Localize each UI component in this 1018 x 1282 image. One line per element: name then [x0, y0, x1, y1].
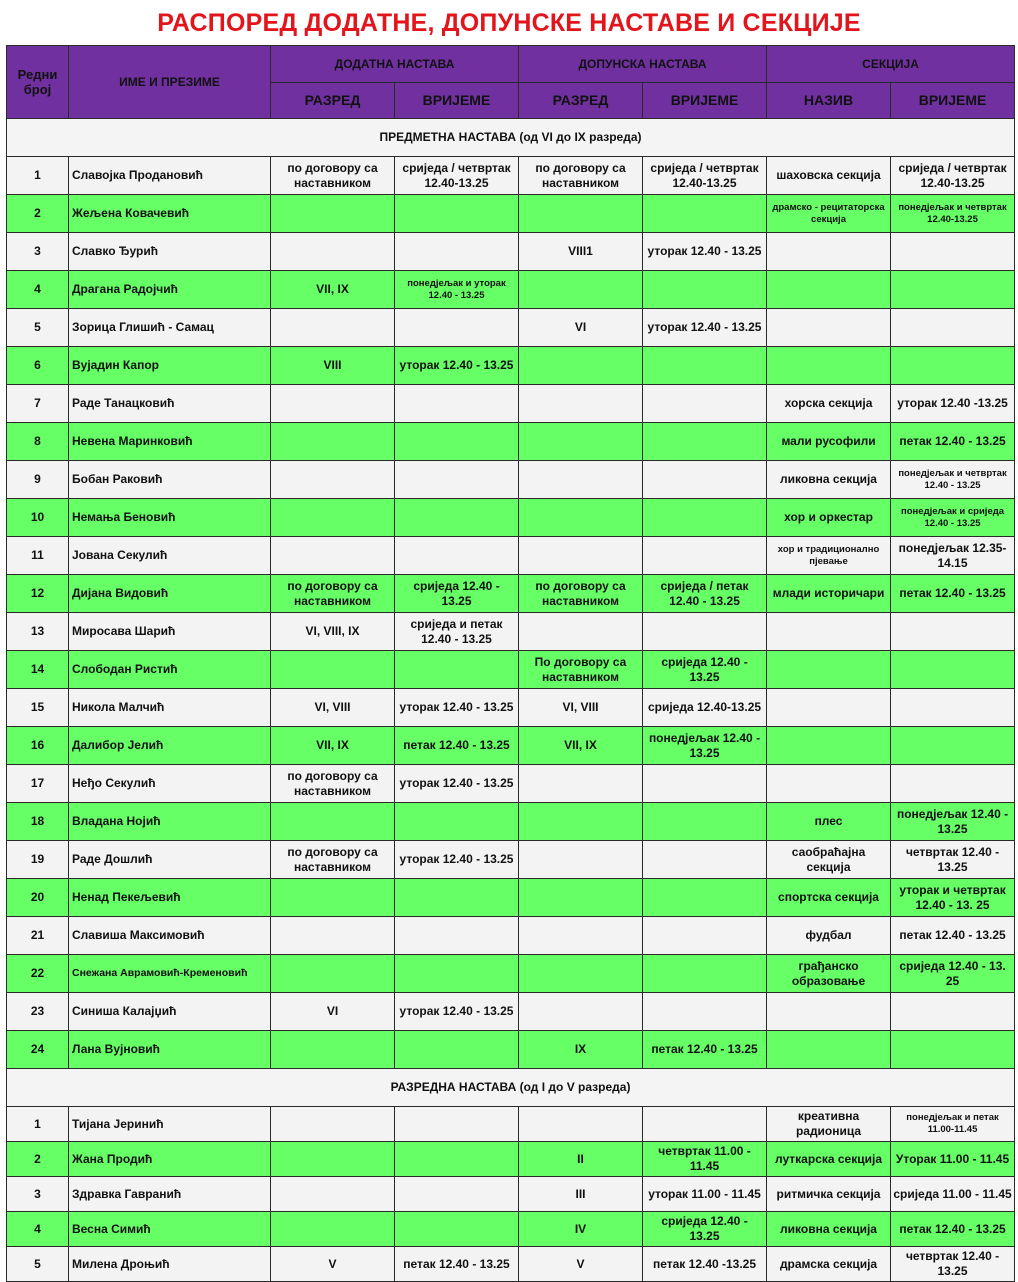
dodatna-vrijeme: уторак 12.40 - 13.25: [395, 689, 519, 727]
dopunska-razred: IV: [519, 1212, 643, 1247]
table-row: [7, 727, 1015, 765]
row-number: 10: [7, 499, 69, 537]
dodatna-razred: [271, 499, 395, 537]
table-row: [7, 1142, 1015, 1177]
dopunska-razred: VIII1: [519, 233, 643, 271]
table-row: [7, 613, 1015, 651]
dodatna-vrijeme: петак 12.40 - 13.25: [395, 727, 519, 765]
dodatna-vrijeme: [395, 499, 519, 537]
dodatna-vrijeme: [395, 1142, 519, 1177]
table-row: [7, 537, 1015, 575]
sekcija-naziv: [767, 765, 891, 803]
row-number: 5: [7, 309, 69, 347]
dodatna-razred: по договору са наставником: [271, 841, 395, 879]
table-row: [7, 1247, 1015, 1282]
section-row: [7, 1069, 1015, 1107]
dopunska-vrijeme: [643, 955, 767, 993]
header-sekcija: СЕКЦИЈА: [767, 46, 1015, 83]
sekcija-naziv: саобраћајна секција: [767, 841, 891, 879]
row-number: 4: [7, 1212, 69, 1247]
section-heading: РАЗРЕДНА НАСТАВА (од I до V разреда): [7, 1069, 1015, 1107]
dopunska-razred: [519, 955, 643, 993]
dopunska-razred: II: [519, 1142, 643, 1177]
sekcija-vrijeme: [891, 651, 1015, 689]
dodatna-vrijeme: [395, 879, 519, 917]
dopunska-razred: По договору са наставником: [519, 651, 643, 689]
sekcija-vrijeme: сриједа / четвртак 12.40-13.25: [891, 157, 1015, 195]
dopunska-razred: [519, 385, 643, 423]
sekcija-naziv: [767, 309, 891, 347]
dopunska-vrijeme: [643, 613, 767, 651]
dodatna-razred: VI: [271, 993, 395, 1031]
dodatna-vrijeme: уторак 12.40 - 13.25: [395, 993, 519, 1031]
sekcija-naziv: [767, 613, 891, 651]
row-number: 5: [7, 1247, 69, 1282]
dopunska-razred: [519, 347, 643, 385]
teacher-name: Милена Дроњић: [69, 1247, 271, 1282]
dopunska-vrijeme: уторак 12.40 - 13.25: [643, 233, 767, 271]
sekcija-vrijeme: [891, 1031, 1015, 1069]
teacher-name: Синиша Калајџић: [69, 993, 271, 1031]
dodatna-vrijeme: [395, 309, 519, 347]
table-row: [7, 689, 1015, 727]
sekcija-vrijeme: [891, 765, 1015, 803]
sekcija-naziv: грађанско образовање: [767, 955, 891, 993]
header-razred-dodatna: РАЗРЕД: [271, 83, 395, 119]
header-dopunska: ДОПУНСКА НАСТАВА: [519, 46, 767, 83]
row-number: 19: [7, 841, 69, 879]
dodatna-vrijeme: сриједа и петак 12.40 - 13.25: [395, 613, 519, 651]
dopunska-vrijeme: [643, 803, 767, 841]
dodatna-razred: VII, IX: [271, 727, 395, 765]
dodatna-razred: VII, IX: [271, 271, 395, 309]
dopunska-razred: [519, 917, 643, 955]
header-ime-prezime: ИМЕ И ПРЕЗИМЕ: [69, 46, 271, 119]
dodatna-razred: [271, 195, 395, 233]
dopunska-vrijeme: [643, 423, 767, 461]
sekcija-naziv: [767, 271, 891, 309]
dodatna-razred: [271, 917, 395, 955]
sekcija-naziv: хор и традиционално пјевање: [767, 537, 891, 575]
dodatna-razred: [271, 1107, 395, 1142]
dopunska-vrijeme: четвртак 11.00 - 11.45: [643, 1142, 767, 1177]
dopunska-vrijeme: [643, 841, 767, 879]
dopunska-razred: [519, 423, 643, 461]
sekcija-vrijeme: петак 12.40 - 13.25: [891, 423, 1015, 461]
dodatna-vrijeme: [395, 1177, 519, 1212]
row-number: 4: [7, 271, 69, 309]
sekcija-naziv: мали русофили: [767, 423, 891, 461]
table-row: [7, 157, 1015, 195]
table-row: [7, 803, 1015, 841]
sekcija-naziv: фудбал: [767, 917, 891, 955]
row-number: 21: [7, 917, 69, 955]
header-vrijeme-dodatna: ВРИЈЕМЕ: [395, 83, 519, 119]
dopunska-razred: [519, 1107, 643, 1142]
dodatna-vrijeme: сриједа / четвртак 12.40-13.25: [395, 157, 519, 195]
row-number: 2: [7, 195, 69, 233]
sekcija-vrijeme: [891, 727, 1015, 765]
teacher-name: Здравка Гавранић: [69, 1177, 271, 1212]
teacher-name: Слободан Ристић: [69, 651, 271, 689]
sekcija-vrijeme: [891, 613, 1015, 651]
dopunska-razred: [519, 613, 643, 651]
teacher-name: Далибор Јелић: [69, 727, 271, 765]
teacher-name: Жељена Ковачевић: [69, 195, 271, 233]
sekcija-vrijeme: [891, 993, 1015, 1031]
schedule-table: [6, 45, 1015, 1282]
dodatna-razred: VI, VIII, IX: [271, 613, 395, 651]
dopunska-vrijeme: [643, 917, 767, 955]
row-number: 6: [7, 347, 69, 385]
sekcija-vrijeme: четвртак 12.40 - 13.25: [891, 1247, 1015, 1282]
dopunska-vrijeme: [643, 195, 767, 233]
sekcija-vrijeme: петак 12.40 - 13.25: [891, 1212, 1015, 1247]
dodatna-razred: [271, 803, 395, 841]
section-row: [7, 119, 1015, 157]
sekcija-naziv: хор и оркестар: [767, 499, 891, 537]
dopunska-vrijeme: сриједа / четвртак 12.40-13.25: [643, 157, 767, 195]
sekcija-vrijeme: понедјељак и четвртак 12.40 - 13.25: [891, 461, 1015, 499]
dodatna-vrijeme: [395, 1107, 519, 1142]
dodatna-razred: VI, VIII: [271, 689, 395, 727]
dodatna-vrijeme: [395, 955, 519, 993]
header-redni-broj: Редни број: [7, 46, 69, 119]
teacher-name: Нeђо Секулић: [69, 765, 271, 803]
table-row: [7, 993, 1015, 1031]
table-row: [7, 575, 1015, 613]
dodatna-vrijeme: уторак 12.40 - 13.25: [395, 841, 519, 879]
row-number: 9: [7, 461, 69, 499]
sekcija-vrijeme: уторак 12.40 -13.25: [891, 385, 1015, 423]
dopunska-vrijeme: уторак 11.00 - 11.45: [643, 1177, 767, 1212]
dopunska-razred: [519, 765, 643, 803]
row-number: 1: [7, 157, 69, 195]
table-row: [7, 499, 1015, 537]
header-dodatna: ДОДАТНА НАСТАВА: [271, 46, 519, 83]
sekcija-vrijeme: [891, 309, 1015, 347]
section-heading: ПРЕДМЕТНА НАСТАВА (од VI до IX разреда): [7, 119, 1015, 157]
sekcija-vrijeme: понедјељак и четвртак 12.40-13.25: [891, 195, 1015, 233]
dopunska-razred: III: [519, 1177, 643, 1212]
dodatna-razred: [271, 309, 395, 347]
sekcija-naziv: ликовна секција: [767, 1212, 891, 1247]
teacher-name: Јована Секулић: [69, 537, 271, 575]
teacher-name: Славиша Максимовић: [69, 917, 271, 955]
row-number: 16: [7, 727, 69, 765]
page-title: РАСПОРЕД ДОДАТНЕ, ДОПУНСКЕ НАСТАВЕ И СЕКЦИЈЕ: [157, 9, 861, 37]
row-number: 12: [7, 575, 69, 613]
sekcija-naziv: хорска секција: [767, 385, 891, 423]
dopunska-razred: IX: [519, 1031, 643, 1069]
dopunska-vrijeme: петак 12.40 -13.25: [643, 1247, 767, 1282]
dopunska-razred: по договору са наставником: [519, 157, 643, 195]
teacher-name: Немања Беновић: [69, 499, 271, 537]
dopunska-razred: по договору са наставником: [519, 575, 643, 613]
dopunska-vrijeme: петак 12.40 - 13.25: [643, 1031, 767, 1069]
teacher-name: Весна Симић: [69, 1212, 271, 1247]
table-row: [7, 917, 1015, 955]
sekcija-naziv: [767, 651, 891, 689]
dodatna-razred: V: [271, 1247, 395, 1282]
dopunska-vrijeme: [643, 879, 767, 917]
dopunska-vrijeme: [643, 993, 767, 1031]
dopunska-razred: [519, 499, 643, 537]
dodatna-vrijeme: [395, 385, 519, 423]
sekcija-naziv: шаховска секција: [767, 157, 891, 195]
teacher-name: Лана Вујновић: [69, 1031, 271, 1069]
sekcija-vrijeme: [891, 689, 1015, 727]
dopunska-vrijeme: сриједа 12.40 - 13.25: [643, 651, 767, 689]
dopunska-vrijeme: сриједа 12.40 - 13.25: [643, 1212, 767, 1247]
table-row: [7, 1177, 1015, 1212]
dodatna-vrijeme: [395, 423, 519, 461]
dopunska-vrijeme: [643, 347, 767, 385]
teacher-name: Раде Дошлић: [69, 841, 271, 879]
teacher-name: Дијана Видовић: [69, 575, 271, 613]
table-row: [7, 309, 1015, 347]
row-number: 2: [7, 1142, 69, 1177]
sekcija-naziv: [767, 993, 891, 1031]
row-number: 8: [7, 423, 69, 461]
dopunska-vrijeme: сриједа / петак 12.40 - 13.25: [643, 575, 767, 613]
sekcija-naziv: креативна радионица: [767, 1107, 891, 1142]
sekcija-vrijeme: [891, 233, 1015, 271]
dopunska-vrijeme: [643, 765, 767, 803]
row-number: 23: [7, 993, 69, 1031]
teacher-name: Славојка Продановић: [69, 157, 271, 195]
sekcija-naziv: драмска секција: [767, 1247, 891, 1282]
row-number: 7: [7, 385, 69, 423]
dopunska-vrijeme: [643, 1107, 767, 1142]
header-vrijeme-dopunska: ВРИЈЕМЕ: [643, 83, 767, 119]
sekcija-vrijeme: четвртак 12.40 - 13.25: [891, 841, 1015, 879]
sekcija-vrijeme: сриједа 11.00 - 11.45: [891, 1177, 1015, 1212]
dopunska-razred: [519, 841, 643, 879]
row-number: 20: [7, 879, 69, 917]
row-number: 22: [7, 955, 69, 993]
dopunska-razred: VI, VIII: [519, 689, 643, 727]
dodatna-vrijeme: петак 12.40 - 13.25: [395, 1247, 519, 1282]
sekcija-vrijeme: понедјељак и петак 11.00-11.45: [891, 1107, 1015, 1142]
dopunska-razred: [519, 195, 643, 233]
dopunska-razred: [519, 461, 643, 499]
table-row: [7, 1212, 1015, 1247]
sekcija-vrijeme: понедјељак 12.35-14.15: [891, 537, 1015, 575]
table-row: [7, 271, 1015, 309]
dopunska-vrijeme: понедјељак 12.40 - 13.25: [643, 727, 767, 765]
teacher-name: Снежана Аврамовић-Кременовић: [69, 955, 271, 993]
teacher-name: Зорица Глишић - Самац: [69, 309, 271, 347]
dopunska-vrijeme: [643, 461, 767, 499]
sekcija-naziv: спортска секција: [767, 879, 891, 917]
dodatna-vrijeme: [395, 917, 519, 955]
dodatna-razred: по договору са наставником: [271, 157, 395, 195]
dodatna-vrijeme: [395, 1031, 519, 1069]
dodatna-razred: по договору са наставником: [271, 575, 395, 613]
table-row: [7, 765, 1015, 803]
dopunska-razred: VII, IX: [519, 727, 643, 765]
sekcija-vrijeme: петак 12.40 - 13.25: [891, 575, 1015, 613]
dodatna-razred: [271, 385, 395, 423]
dopunska-razred: VI: [519, 309, 643, 347]
dodatna-razred: VIII: [271, 347, 395, 385]
dodatna-vrijeme: [395, 803, 519, 841]
dodatna-razred: по договору са наставником: [271, 765, 395, 803]
dopunska-vrijeme: [643, 385, 767, 423]
table-row: [7, 233, 1015, 271]
dopunska-vrijeme: [643, 499, 767, 537]
sekcija-naziv: млади историчари: [767, 575, 891, 613]
dopunska-vrijeme: сриједа 12.40-13.25: [643, 689, 767, 727]
teacher-name: Славко Ђурић: [69, 233, 271, 271]
sekcija-naziv: плес: [767, 803, 891, 841]
dopunska-razred: V: [519, 1247, 643, 1282]
table-row: [7, 195, 1015, 233]
dopunska-razred: [519, 879, 643, 917]
dodatna-vrijeme: понедјељак и уторак 12.40 - 13.25: [395, 271, 519, 309]
row-number: 24: [7, 1031, 69, 1069]
dopunska-razred: [519, 993, 643, 1031]
header-vrijeme-sekcija: ВРИЈЕМЕ: [891, 83, 1015, 119]
dodatna-razred: [271, 955, 395, 993]
teacher-name: Миросава Шарић: [69, 613, 271, 651]
dopunska-vrijeme: [643, 537, 767, 575]
dodatna-razred: [271, 1212, 395, 1247]
dodatna-razred: [271, 879, 395, 917]
table-row: [7, 423, 1015, 461]
header-row-top: [7, 46, 1015, 83]
row-number: 15: [7, 689, 69, 727]
sekcija-naziv: ликовна секција: [767, 461, 891, 499]
sekcija-naziv: [767, 1031, 891, 1069]
sekcija-naziv: [767, 689, 891, 727]
table-row: [7, 347, 1015, 385]
dodatna-razred: [271, 461, 395, 499]
sekcija-naziv: [767, 727, 891, 765]
header-razred-dopunska: РАЗРЕД: [519, 83, 643, 119]
teacher-name: Раде Танацковић: [69, 385, 271, 423]
sekcija-naziv: [767, 233, 891, 271]
sekcija-naziv: луткарска секција: [767, 1142, 891, 1177]
row-number: 18: [7, 803, 69, 841]
dodatna-razred: [271, 233, 395, 271]
dodatna-vrijeme: [395, 651, 519, 689]
dopunska-vrijeme: уторак 12.40 - 13.25: [643, 309, 767, 347]
teacher-name: Невена Маринковић: [69, 423, 271, 461]
table-row: [7, 955, 1015, 993]
teacher-name: Драгана Радојчић: [69, 271, 271, 309]
dodatna-vrijeme: уторак 12.40 - 13.25: [395, 347, 519, 385]
table-row: [7, 879, 1015, 917]
table-row: [7, 841, 1015, 879]
table-row: [7, 385, 1015, 423]
dodatna-vrijeme: [395, 195, 519, 233]
dopunska-razred: [519, 271, 643, 309]
sekcija-naziv: [767, 347, 891, 385]
sekcija-naziv: драмско - рецитаторска секција: [767, 195, 891, 233]
row-number: 3: [7, 233, 69, 271]
table-row: [7, 651, 1015, 689]
table-row: [7, 1031, 1015, 1069]
row-number: 11: [7, 537, 69, 575]
sekcija-vrijeme: понедјељак 12.40 - 13.25: [891, 803, 1015, 841]
dopunska-razred: [519, 803, 643, 841]
row-number: 14: [7, 651, 69, 689]
sekcija-vrijeme: Уторак 11.00 - 11.45: [891, 1142, 1015, 1177]
dodatna-razred: [271, 423, 395, 461]
dodatna-razred: [271, 1177, 395, 1212]
table-row: [7, 1107, 1015, 1142]
dodatna-vrijeme: [395, 537, 519, 575]
sekcija-vrijeme: петак 12.40 - 13.25: [891, 917, 1015, 955]
dodatna-razred: [271, 1142, 395, 1177]
teacher-name: Владана Нојић: [69, 803, 271, 841]
dodatna-vrijeme: [395, 461, 519, 499]
sekcija-naziv: ритмичка секција: [767, 1177, 891, 1212]
sekcija-vrijeme: уторак и четвртак 12.40 - 13. 25: [891, 879, 1015, 917]
sekcija-vrijeme: понедјељак и сриједа 12.40 - 13.25: [891, 499, 1015, 537]
dopunska-vrijeme: [643, 271, 767, 309]
row-number: 13: [7, 613, 69, 651]
row-number: 1: [7, 1107, 69, 1142]
dodatna-razred: [271, 537, 395, 575]
teacher-name: Бобан Раковић: [69, 461, 271, 499]
dodatna-vrijeme: [395, 233, 519, 271]
table-row: [7, 461, 1015, 499]
row-number: 3: [7, 1177, 69, 1212]
header-naziv-sekcija: НАЗИВ: [767, 83, 891, 119]
teacher-name: Никола Малчић: [69, 689, 271, 727]
dodatna-vrijeme: [395, 1212, 519, 1247]
teacher-name: Тијана Јеринић: [69, 1107, 271, 1142]
teacher-name: Ненад Пекељевић: [69, 879, 271, 917]
dodatna-vrijeme: сриједа 12.40 - 13.25: [395, 575, 519, 613]
teacher-name: Вујадин Капор: [69, 347, 271, 385]
sekcija-vrijeme: [891, 347, 1015, 385]
sekcija-vrijeme: [891, 271, 1015, 309]
dodatna-vrijeme: уторак 12.40 - 13.25: [395, 765, 519, 803]
dodatna-razred: [271, 651, 395, 689]
dodatna-razred: [271, 1031, 395, 1069]
teacher-name: Жана Продић: [69, 1142, 271, 1177]
row-number: 17: [7, 765, 69, 803]
dopunska-razred: [519, 537, 643, 575]
sekcija-vrijeme: сриједа 12.40 - 13. 25: [891, 955, 1015, 993]
